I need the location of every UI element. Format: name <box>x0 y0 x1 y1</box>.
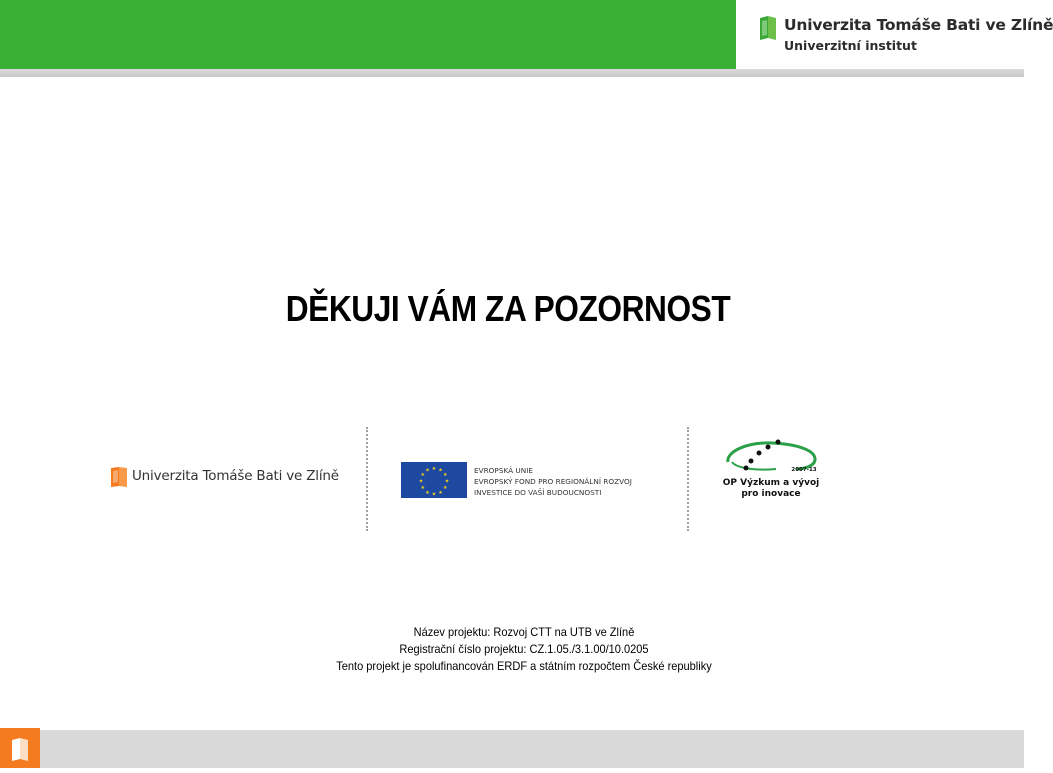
utb-book-icon <box>758 15 778 41</box>
svg-text:★: ★ <box>443 472 448 479</box>
logo-separator <box>366 427 368 531</box>
eu-line-2: EVROPSKÝ FOND PRO REGIONÁLNÍ ROZVOJ <box>474 477 632 486</box>
op-vvpi-logo-icon <box>722 436 820 476</box>
svg-text:★: ★ <box>425 467 430 474</box>
utb-book-icon <box>0 728 40 768</box>
svg-text:★: ★ <box>431 491 437 498</box>
svg-text:★: ★ <box>420 472 425 479</box>
footer-logo <box>0 728 40 768</box>
project-registration: Registrační číslo projektu: CZ.1.05./3.1.00/10.0205 <box>399 642 649 656</box>
svg-text:★: ★ <box>438 467 443 474</box>
eu-line-1: EVROPSKÁ UNIE <box>474 466 533 475</box>
footer-bar <box>0 730 1024 768</box>
svg-text:★: ★ <box>431 465 437 472</box>
project-name: Název projektu: Rozvoj CTT na UTB ve Zlíně <box>413 625 635 639</box>
op-logo-line-2: pro inovace <box>741 489 801 499</box>
svg-text:★: ★ <box>425 489 430 496</box>
project-info <box>0 624 1048 675</box>
page-title: DĚKUJI VÁM ZA POZORNOST <box>285 288 731 329</box>
header-divider <box>0 69 1024 77</box>
header-university-name: Univerzita Tomáše Bati ve Zlíně <box>784 16 1053 34</box>
eu-flag-icon <box>401 462 467 498</box>
svg-text:★: ★ <box>438 489 443 496</box>
header-institute-name: Univerzitní institut <box>784 38 917 53</box>
op-logo-line-1: OP Výzkum a vývoj <box>722 478 820 488</box>
eu-logo-text <box>474 465 632 498</box>
eu-line-3: INVESTICE DO VAŠÍ BUDOUCNOSTI <box>474 488 602 497</box>
op-year-label: 2007-13 <box>791 467 817 473</box>
header-logo <box>736 0 1053 69</box>
utb-logo-text: Univerzita Tomáše Bati ve Zlíně <box>132 468 339 484</box>
logo-separator <box>687 427 689 531</box>
header-green-band <box>0 0 736 69</box>
svg-text:★: ★ <box>443 485 448 492</box>
project-funding: Tento projekt je spolufinancován ERDF a státním rozpočtem České republiky <box>336 659 712 673</box>
svg-text:★: ★ <box>418 478 424 485</box>
utb-book-icon <box>110 466 128 488</box>
svg-text:★: ★ <box>420 485 425 492</box>
svg-text:★: ★ <box>444 478 450 485</box>
